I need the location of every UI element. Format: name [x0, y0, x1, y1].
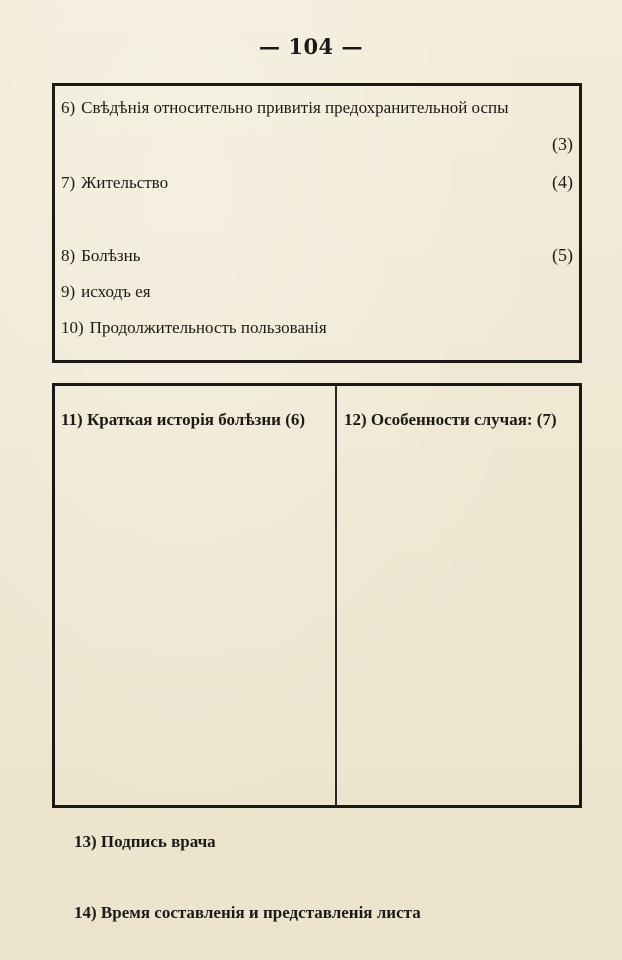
item-8-ref: (5) — [552, 245, 573, 265]
item-number: 10) — [61, 318, 84, 337]
item-8-disease — [61, 246, 141, 266]
item-label: Продолжительность пользованія — [89, 318, 327, 337]
history-features-box — [52, 383, 582, 808]
item-label: исходъ ея — [81, 282, 151, 301]
item-number: 9) — [61, 282, 76, 301]
item-7-residence — [61, 173, 168, 193]
item-9-outcome — [61, 282, 151, 302]
item-number: 7) — [61, 173, 76, 192]
item-number: 8) — [61, 246, 76, 265]
doctor-signature-label: 13) Подпись врача — [74, 832, 216, 851]
page-number: — 104 — — [259, 34, 363, 59]
item-label: Жительство — [81, 173, 169, 192]
item-6-ref: (3) — [552, 134, 573, 154]
item-10-duration — [61, 318, 327, 338]
item-6-vaccination — [61, 98, 509, 118]
case-features-heading: 12) Особенности случая: (7) — [344, 410, 557, 429]
top-form-box — [52, 83, 582, 363]
compilation-time-label: 14) Время составленія и представленія листа — [74, 903, 421, 922]
item-label: Болѣзнь — [81, 246, 141, 265]
item-label: Свѣдѣнія относительно привитія предохранительной оспы — [81, 98, 509, 117]
item-number: 6) — [61, 98, 76, 117]
disease-history-heading: 11) Краткая исторія болѣзни (6) — [61, 410, 306, 429]
column-divider — [335, 386, 337, 805]
item-7-ref: (4) — [552, 172, 573, 192]
